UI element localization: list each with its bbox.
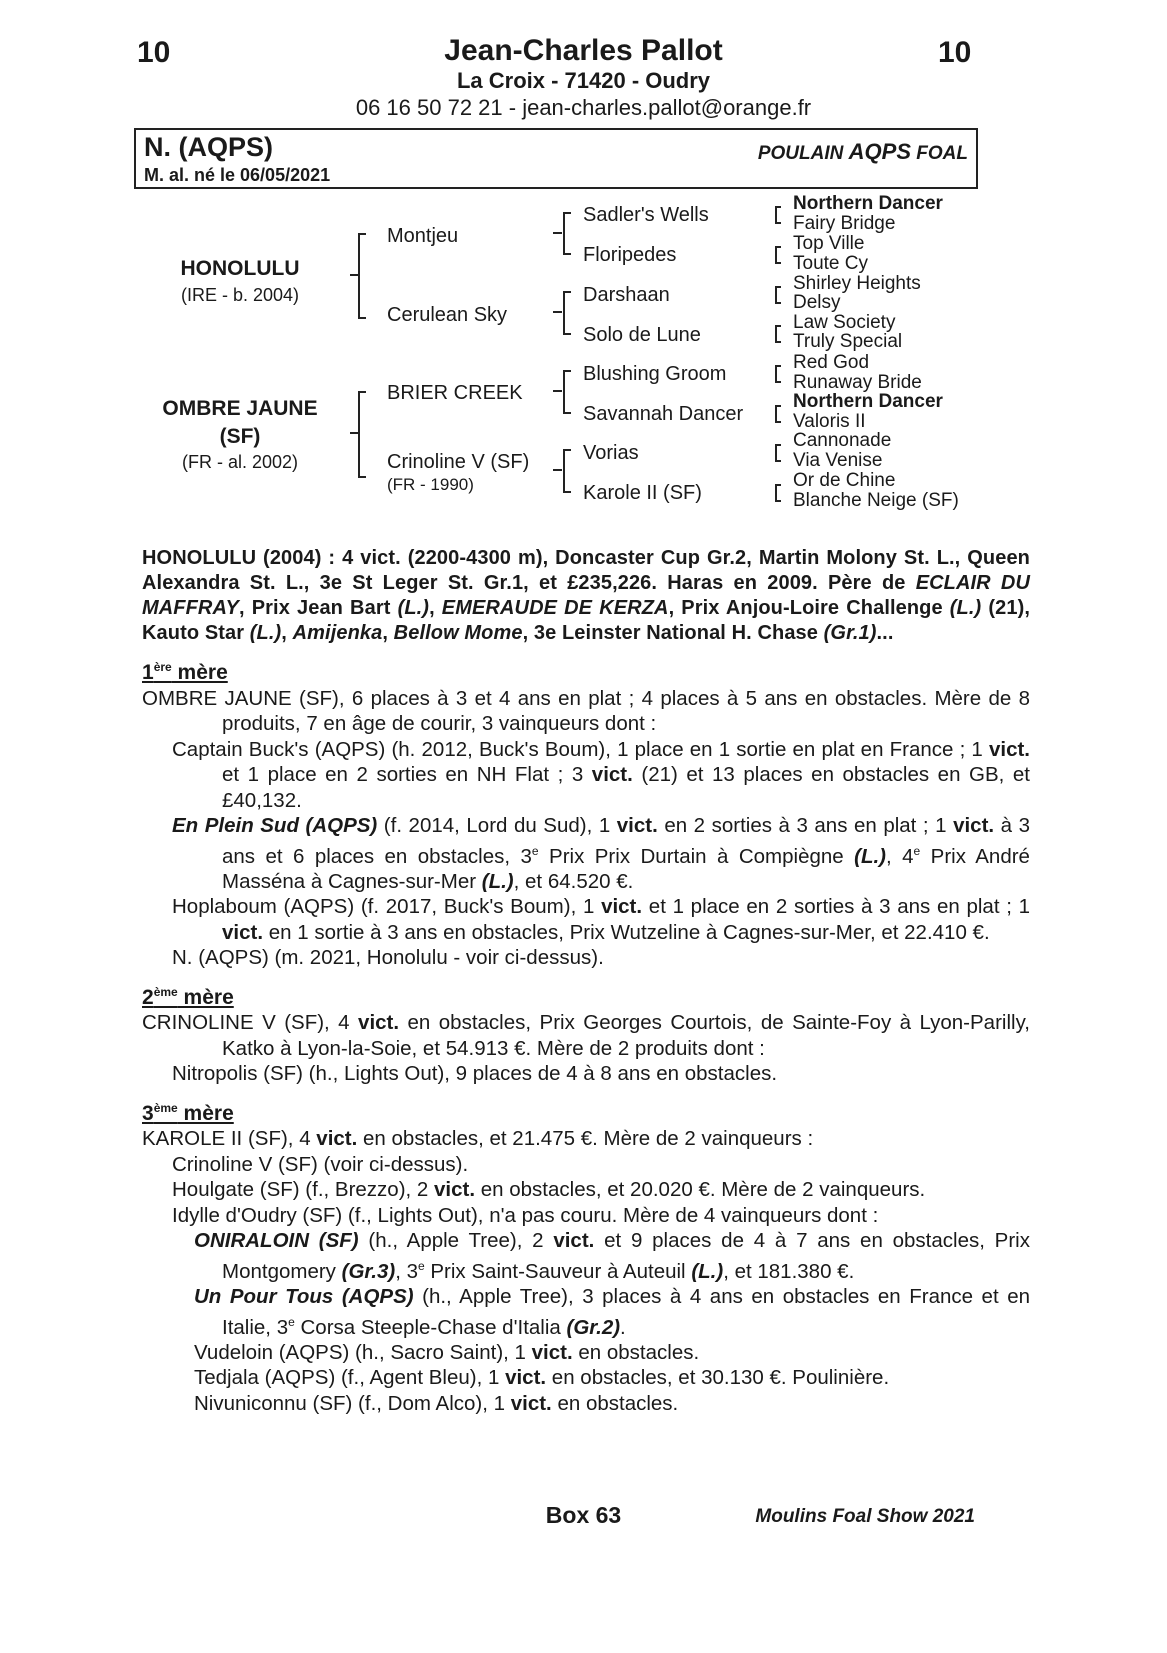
pedigree-gen2-3: BRIER CREEK xyxy=(387,382,523,404)
pedigree-gen4-8: Truly Special xyxy=(793,331,903,352)
produce-item: Houlgate (SF) (f., Brezzo), 2 vict. en obstacles, et 20.020 €. Mère de 2 vainqueurs. xyxy=(172,1178,926,1202)
pedigree-gen4-14: Via Venise xyxy=(793,450,883,471)
pedigree-gen3-6: Savannah Dancer xyxy=(583,403,744,425)
second-dam-heading: 2ème mère xyxy=(142,984,234,1009)
sire-description: HONOLULU (2004) : 4 vict. (2200-4300 m), Doncaster Cup Gr.2, Martin Molony St. L., Queen Alexandra St. L., 3e St Leger St. Gr.1, et £235,226. Haras en 2009. Père de ECLAIR DU MAFFRAY, Prix Jean Bart (L.), EMERAUDE DE KERZA, Prix Anjou-Loire Challenge (L.) (21), Kauto Star (L.), Amijenka, Bellow Mome, 3e Leinster National H. Chase (Gr.1)... xyxy=(142,547,1031,644)
bracket-gen4-4 xyxy=(775,325,781,343)
box-number: Box 63 xyxy=(545,1502,622,1528)
pedigree-gen3-7: Vorias xyxy=(583,442,639,464)
bracket-sire xyxy=(358,233,366,319)
breeder-name: Jean-Charles Pallot xyxy=(444,34,723,67)
bracket-dam xyxy=(358,391,366,478)
dam-info: (FR - al. 2002) xyxy=(181,452,299,472)
pedigree-gen3-8: Karole II (SF) xyxy=(583,482,702,504)
lot-number-right: 10 xyxy=(938,36,972,69)
pedigree-gen4-6: Delsy xyxy=(793,292,841,313)
third-dam-record: KAROLE II (SF), 4 vict. en obstacles, et 21.475 €. Mère de 2 vainqueurs : xyxy=(142,1127,814,1151)
bracket-gen3-4-nub xyxy=(553,469,562,471)
produce-item: Vudeloin (AQPS) (h., Sacro Saint), 1 vict. en obstacles. xyxy=(194,1340,700,1364)
bracket-gen3-1-nub xyxy=(553,232,562,234)
pedigree-gen4-13: Cannonade xyxy=(793,430,892,451)
pedigree-gen4-5: Shirley Heights xyxy=(793,273,921,294)
produce-item: En Plein Sud (AQPS) (f. 2014, Lord du Sud), 1 vict. en 2 sorties à 3 ans en plat ; 1 vict. à 3 ans et 6 places en obstacles, 3e Prix Prix Durtain à Compiègne (L.), 4e Prix André Masséna à Cagnes-sur-Mer (L.), et 64.520 €. xyxy=(172,814,1030,893)
produce-item: Nitropolis (SF) (h., Lights Out), 9 places de 4 à 8 ans en obstacles. xyxy=(172,1062,778,1086)
bracket-gen3-2-nub xyxy=(553,311,562,313)
horse-birth: M. al. né le 06/05/2021 xyxy=(144,165,331,185)
bracket-gen4-5 xyxy=(775,365,781,383)
catalogue-text xyxy=(142,546,1030,1416)
bracket-gen4-6 xyxy=(775,405,781,423)
bracket-gen3-1 xyxy=(563,212,571,255)
produce-item: Un Pour Tous (AQPS) (h., Apple Tree), 3 places à 4 ans en obstacles en France et en Italie, 3e Corsa Steeple-Chase d'Italia (Gr.2). xyxy=(194,1285,1030,1339)
pedigree-gen4-1: Northern Dancer xyxy=(793,193,943,214)
pedigree-gen2-2: Cerulean Sky xyxy=(387,304,508,326)
pedigree-gen4-11: Northern Dancer xyxy=(793,391,943,412)
pedigree-gen3-5: Blushing Groom xyxy=(583,363,727,385)
pedigree-gen2-1: Montjeu xyxy=(387,225,459,247)
bracket-gen3-3-nub xyxy=(553,390,562,392)
bracket-gen4-8 xyxy=(775,484,781,502)
produce-item: Hoplaboum (AQPS) (f. 2017, Buck's Boum), 1 vict. et 1 place en 2 sorties à 3 ans en plat ; 1 vict. en 1 sortie à 3 ans en obstacles, Prix Wutzeline à Cagnes-sur-Mer, et 22.410 €. xyxy=(172,895,1031,944)
lot-number-left: 10 xyxy=(137,36,171,69)
pedigree-gen3-4: Solo de Lune xyxy=(583,324,701,346)
produce-item: N. (AQPS) (m. 2021, Honolulu - voir ci-dessus). xyxy=(172,946,604,970)
pedigree-gen3-1: Sadler's Wells xyxy=(583,204,709,226)
first-dam-record: OMBRE JAUNE (SF), 6 places à 3 et 4 ans en plat ; 4 places à 5 ans en obstacles. Mère de 8 produits, 7 en âge de courir, 3 vainqueurs dont : xyxy=(142,686,1030,735)
pedigree-gen2-4-note: (FR - 1990) xyxy=(387,475,474,494)
pedigree-gen2-4: Crinoline V (SF) xyxy=(387,451,530,473)
bracket-gen4-1 xyxy=(775,206,781,224)
dam-name-breed: (SF) xyxy=(219,425,261,448)
bracket-gen3-4 xyxy=(563,449,571,493)
bracket-gen3-3 xyxy=(563,370,571,414)
bracket-sire-nub xyxy=(350,274,359,276)
pedigree-gen4-3: Top Ville xyxy=(793,233,865,254)
bracket-gen3-2 xyxy=(563,291,571,335)
produce-item: Idylle d'Oudry (SF) (f., Lights Out), n'a pas couru. Mère de 4 vainqueurs dont : xyxy=(172,1203,879,1227)
bracket-dam-nub xyxy=(350,432,359,434)
first-dam-heading: 1ère mère xyxy=(142,660,228,684)
pedigree-gen4-16: Blanche Neige (SF) xyxy=(793,490,959,511)
produce-item: Captain Buck's (AQPS) (h. 2012, Buck's Boum), 1 place en 1 sortie en plat en France ; 1 vict. et 1 place en 2 sorties en NH Flat ; 3 vict. (21) et 13 places en obstacles en GB, et £40,132. xyxy=(172,737,1030,812)
pedigree-gen4-2: Fairy Bridge xyxy=(793,213,896,234)
pedigree-gen4-4: Toute Cy xyxy=(793,253,868,274)
bracket-gen4-2 xyxy=(775,246,781,264)
produce-item: Crinoline V (SF) (voir ci-dessus). xyxy=(172,1152,469,1176)
pedigree-gen3-3: Darshaan xyxy=(583,284,670,306)
pedigree-gen4-15: Or de Chine xyxy=(793,470,896,491)
pedigree-gen4-10: Runaway Bride xyxy=(793,372,922,393)
sire-info: (IRE - b. 2004) xyxy=(180,285,300,305)
second-dam-record: CRINOLINE V (SF), 4 vict. en obstacles, Prix Georges Courtois, de Sainte-Foy à Lyon-Parilly, Katko à Lyon-la-Soie, et 54.913 €. Mère de 2 produits dont : xyxy=(142,1011,1031,1060)
bracket-gen4-7 xyxy=(775,444,781,462)
pedigree-gen3-2: Floripedes xyxy=(583,244,677,266)
horse-box xyxy=(134,128,978,189)
third-dam-heading: 3ème mère xyxy=(142,1100,234,1125)
breeder-contact: 06 16 50 72 21 - jean-charles.pallot@orange.fr xyxy=(355,95,812,120)
pedigree-gen4-12: Valoris II xyxy=(793,411,866,432)
horse-category: POULAIN AQPS FOAL xyxy=(757,139,968,164)
sire-name: HONOLULU xyxy=(180,257,300,280)
pedigree-gen4-9: Red God xyxy=(793,352,870,373)
produce-item: Tedjala (AQPS) (f., Agent Bleu), 1 vict. en obstacles, et 30.130 €. Poulinière. xyxy=(194,1366,890,1390)
horse-name: N. (AQPS) xyxy=(144,132,274,162)
dam-name: OMBRE JAUNE xyxy=(162,397,318,420)
produce-item: Nivuniconnu (SF) (f., Dom Alco), 1 vict. en obstacles. xyxy=(194,1391,679,1415)
bracket-gen4-3 xyxy=(775,286,781,304)
breeder-address: La Croix - 71420 - Oudry xyxy=(456,68,711,93)
produce-item: ONIRALOIN (SF) (h., Apple Tree), 2 vict. et 9 places de 4 à 7 ans en obstacles, Prix Montgomery (Gr.3), 3e Prix Saint-Sauveur à Auteuil (L.), et 181.380 €. xyxy=(194,1229,1030,1283)
pedigree-gen4-7: Law Society xyxy=(793,312,896,333)
event-name: Moulins Foal Show 2021 xyxy=(755,1506,975,1527)
